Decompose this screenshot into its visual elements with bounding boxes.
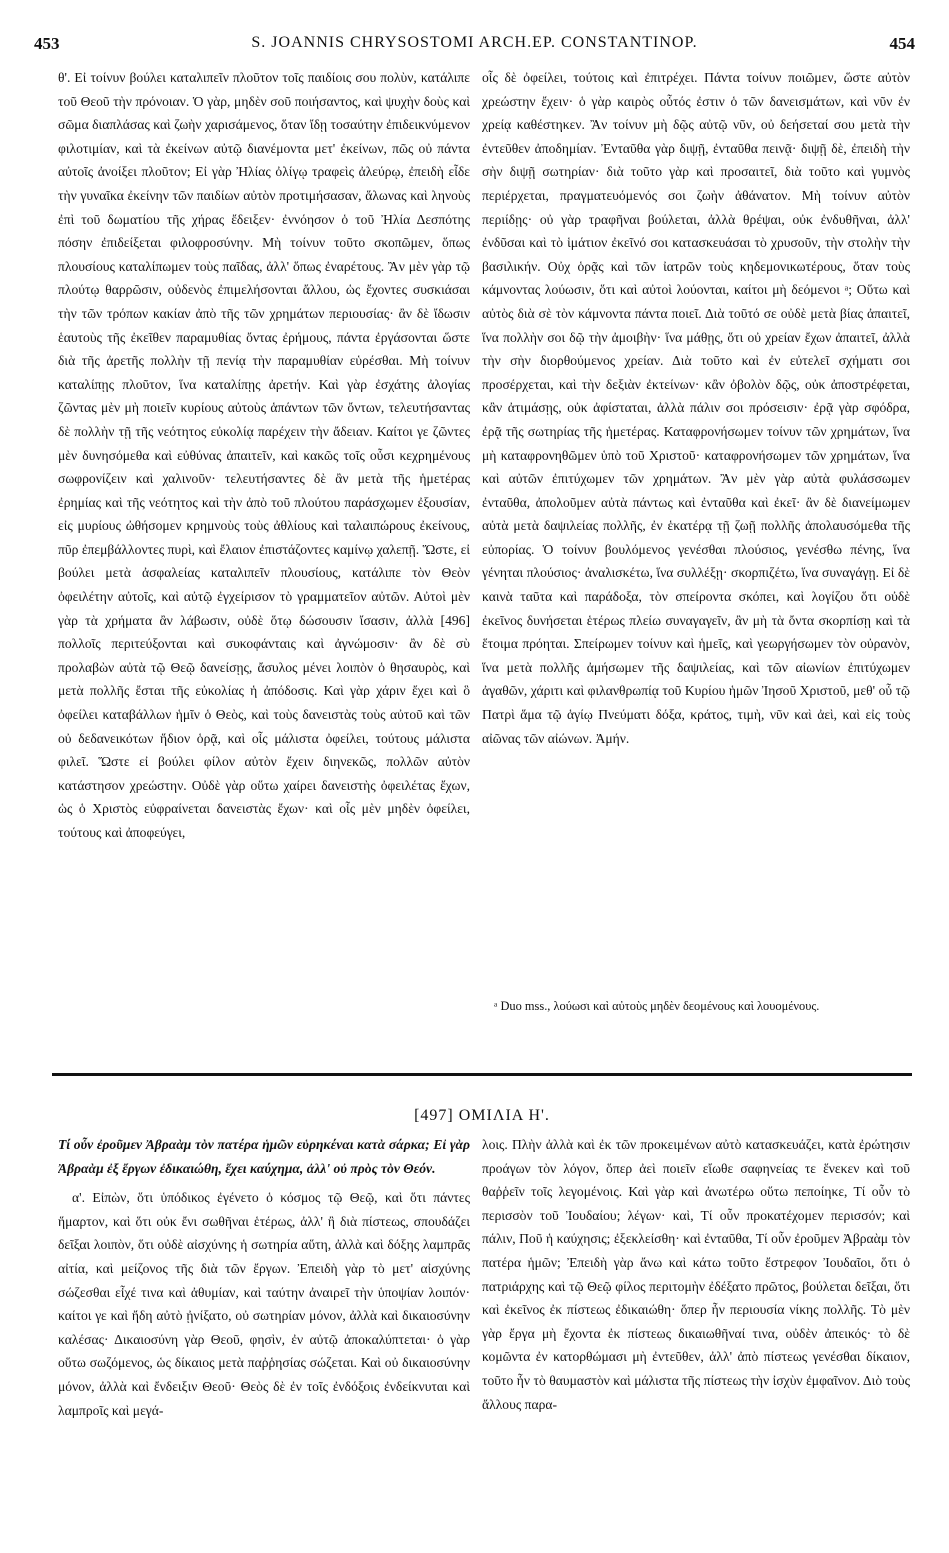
paragraph: α'. Εἰπὼν, ὅτι ὑπόδικος ἐγένετο ὁ κόσμος τῷ Θεῷ, καὶ ὅτι πάντες ἥμαρτον, καὶ ὅτι οὐκ ἔνι σωθῆναι ἑτέρως, ἀλλ' ἢ διὰ πίστεως, σπουδάζει δεῖξαι λοιπὸν, ὅτι οὐδὲ αἰσχύνης ἡ σωτηρία αὕτη, ἀλλὰ καὶ δόξης λαμπρᾶς αἰτία, καὶ μείζονος τῆς διὰ τῶν ἔργων. Ἐπειδὴ γὰρ τὸ μετ' αἰσχύνης σώζεσθαι εἶχέ τινα καὶ ἀθυμίαν, καὶ ταύτην ἀναιρεῖ τὴν ὑποψίαν λοιπόν· καίτοι γε καὶ ἤδη αὐτὸ ᾐνίξατο, οὐ σωτηρίαν μόνον, ἀλλὰ καὶ δικαιοσύνην καλέσας· Δικαιοσύνη γὰρ Θεοῦ, φησὶν, ἐν αὐτῷ ἀποκαλύπτεται· ὁ γὰρ οὕτω σωζόμενος, ὡς δίκαιος μετὰ παῤῥησίας σώζεται. Καὶ οὐ δικαιοσύνην μόνον, ἀλλὰ καὶ ἔνδειξιν Θεοῦ· Θεὸς δὲ ἐν τοῖς ἐνδόξοις ἐνδείκνυται καὶ λαμπροῖς καὶ μεγά- [58,1190,470,1418]
paragraph: λοις. Πλὴν ἀλλὰ καὶ ἐκ τῶν προκειμένων αὐτὸ κατασκευάζει, κατὰ ἐρώτησιν προάγων τὸν λόγον, ὅπερ ἀεὶ ποιεῖν εἴωθε σαφηνείας τε ἕνεκεν καὶ τοῦ θαῤῥεῖν τοῖς λεγομένοις. Καὶ γὰρ καὶ ἀνωτέρω οὕτω πεποίηκε, Τί οὖν τὸ περισσὸν τοῦ Ἰουδαίου; λέγων· καὶ, Τί οὖν προκατέχομεν περισσόν; καὶ πάλιν, Ποῦ ἡ καύχησις; ἐξεκλείσθη· καὶ ἐνταῦθα, Τί οὖν ἐροῦμεν Ἀβραὰμ τὸν πατέρα ἡμῶν; Ἐπειδὴ γὰρ ἄνω καὶ κάτω τοῦτο ἔστρεφον Ἰουδαῖοι, ὅτι ὁ πατριάρχης καὶ τῷ Θεῷ φίλος περιτομὴν ἐδέξατο πρῶτος, βούλεται δεῖξαι, ὅτι καὶ ἐκεῖνος ἐκ πίστεως ἐδικαιώθη· ὅπερ ἦν περιουσία νίκης πολλῆς. Τὸ μὲν γὰρ ἔργα μὴ ἔχοντα ἐκ πίστεως δικαιωθῆναί τινα, οὐδὲν ἀπεικός· τὸ δὲ κομῶντα ἐν κατορθώμασι μὴ ἐντεῦθεν, ἀλλ' ἀπὸ πίστεως γενέσθαι δίκαιον, τοῦτο ἦν τὸ θαυμαστὸν καὶ μάλιστα τῆς πίστεως τὴν ἰσχὺν ἐμφαῖνον. Διὸ τοὺς ἄλλους παρα- [482,1137,910,1412]
right-column-bottom [482,1133,910,1533]
homily-title: [497] ΟΜΙΛΙΑ Η'. [414,1107,550,1124]
paragraph: θ'. Εἰ τοίνυν βούλει καταλιπεῖν πλοῦτον τοῖς παιδίοις σου πολὺν, κατάλιπε τοῦ Θεοῦ τὴν πρόνοιαν. Ὁ γὰρ, μηδὲν σοῦ ποιήσαντος, καὶ ψυχὴν δοὺς καὶ σῶμα διαπλάσας καὶ ζωὴν χαρισάμενος, ὅταν ἴδῃ τοσαύτην ἐπιδεικνύμενον φιλοτιμίαν, καὶ τὰ ἐκείνων αὐτῷ διανέμοντα μετ' ἐκείνων, πῶς οὐ πάντα αὐτοῖς ἀνοίξει πλοῦτον; Εἰ γὰρ Ἠλίας ὀλίγῳ τραφεὶς ἀλεύρῳ, ἐπειδὴ εἶδε τὴν γυναῖκα ἐκείνην τῶν παιδίων αὐτὸν προτιμήσασαν, ἅλωνας καὶ ληνοὺς ἐπὶ τοῦ δωματίου τῆς χήρας ἔδειξεν· ἐννόησον ὁ τοῦ Ἠλία Δεσπότης πόσην ἐπιδείξεται φιλοφροσύνην. Μὴ τοίνυν τοῦτο σκοπῶμεν, ὅπως πλουσίους καταλίπωμεν τοὺς παῖδας, ἀλλ' ὅπως ἐναρέτους. Ἂν μὲν γὰρ τῷ πλούτῳ θαρρῶσιν, οὐδενὸς ἐπιμελήσονται ἄλλου, ὡς ἔχοντες συσκιάσαι τὴν τῶν τρόπων κακίαν ἀπὸ τῆς τῶν χρημάτων περιουσίας· ἂν δὲ ἴδωσιν ἑαυτοὺς τῆς ἐκεῖθεν παραμυθίας ὄντας ἐρήμους, πάντα ἐργάσονται ὥστε διὰ τῆς ἀρετῆς πολλὴν τῇ πενίᾳ τὴν παραμυθίαν εὑρέσθαι. Μὴ τοίνυν καταλίπῃς πλοῦτον, ἵνα καταλίπῃς ἀρετήν. Καὶ γὰρ ἐσχάτης ἀλογίας ζῶντας μὲν μὴ ποιεῖν κυρίους αὐτοὺς ἁπάντων τῶν ὄντων, τελευτήσαντας δὲ πολλὴν τῇ τῆς νεότητος εὐκολίᾳ παρέχειν τὴν ἄδειαν. Καίτοι γε ζῶντες μὲν δυνησόμεθα καὶ εὐθύνας ἀπαιτεῖν, καὶ κακῶς τοῖς οὖσι κεχρημένους σωφρονίζειν καὶ χαλινοῦν· τελευτήσαντες δὲ ἂν μετὰ τῆς ἡμετέρας ἐρημίας καὶ τῆς νεότητος καὶ τὴν ἀπὸ τοῦ πλούτου παράσχωμεν ἐξουσίαν, εἰς μυρίους ὠθήσομεν κρημνοὺς τοὺς ἀθλίους καὶ ταλαιπώρους ἐκείνους, πῦρ ἐπεμβάλλοντες πυρὶ, καὶ ἔλαιον ἐπιστάζοντες καμίνῳ χαλεπῇ. Ὥστε, εἰ βούλει μετὰ ἀσφαλείας καταλιπεῖν πλουσίους, κατάλιπε τὸν Θεὸν ὀφειλέτην αὐτοῖς, καὶ αὐτῷ ἐγχείρισον τὸ γραμματεῖον αὐτῶν. Αὐτοὶ μὲν γὰρ τὰ χρήματα ἂν λάβωσιν, οὐδὲ ὅτῳ δώσουσιν ἴσασιν, ἀλλὰ [496] πολλοῖς περιτεύξονται καὶ συκοφάνταις καὶ ἀγνώμοσιν· ἂν δὲ σὺ προλαβὼν αὐτὰ τῷ Θεῷ δανείσῃς, ἄσυλος μένει λοιπὸν ὁ θησαυρὸς, καὶ μετὰ πολλῆς ἔσται τῆς εὐκολίας ἡ ἀπόδοσις. Καὶ γὰρ χάριν ἔχει καὶ ὃ ὀφείλει καταβάλλων ἡμῖν ὁ Θεὸς, καὶ τοὺς δανειστὰς τοὺς αὐτοῦ καὶ τῶν οὐ δεδανεικότων ἥδιον ὁρᾷ, καὶ οἷς μάλιστα ὀφείλει, τούτους μάλιστα φιλεῖ. Ὥστε εἰ βούλει φίλον αὐτὸν ἔχειν διηνεκῶς, πολλῶν αὐτὸν κατάστησον χρεώστην. Οὐδὲ γὰρ οὕτω χαίρει δανειστὴς ὀφειλέτας ἔχων, ὡς ὁ Χριστὸς εὐφραίνεται δανειστὰς ἔχων· καὶ οἷς μὲν μηδὲν ὀφείλει, τούτους καὶ ἀποφεύγει, [58,70,470,840]
right-column-top [482,66,910,1060]
footnote-text: ᵃ Duo mss., λούωσι καὶ αὐτοὺς μηδὲν δεομένους καὶ λουομένους. [494,999,820,1013]
page-header [34,34,915,60]
page-number-left: 453 [34,34,60,53]
left-column-top [58,66,470,1060]
section-divider [52,1073,912,1076]
scripture-lemma: Τί οὖν ἐροῦμεν Ἀβραὰμ τὸν πατέρα ἡμῶν εὑρηκέναι κατὰ σάρκα; Εἰ γὰρ Ἀβραὰμ ἐξ ἔργων ἐδικαιώθη, ἔχει καύχημα, ἀλλ' οὐ πρὸς τὸν Θεόν. [58,1137,470,1176]
left-column-bottom [58,1133,470,1533]
running-title: S. JOANNIS CHRYSOSTOMI ARCH.EP. CONSTANTINOP. [251,34,698,51]
paragraph: οἷς δὲ ὀφείλει, τούτοις καὶ ἐπιτρέχει. Πάντα τοίνυν ποιῶμεν, ὥστε αὐτὸν χρεώστην ἔχειν· ὁ γὰρ καιρὸς οὗτός ἐστιν ὁ τῶν δανεισμάτων, καὶ νῦν ἐν χρείᾳ καθέστηκεν. Ἂν τοίνυν μὴ δῷς αὐτῷ νῦν, οὐ δεήσεταί σου μετὰ τὴν ἐντεῦθεν ἀποδημίαν. Ἐνταῦθα γὰρ διψῇ, ἐνταῦθα πεινᾷ· διψῇ δὲ, ἐπειδὴ τὴν σὴν διψῇ σωτηρίαν· διὰ τοῦτο γὰρ καὶ προσαιτεῖ, διὰ τοῦτο καὶ γυμνὸς περιέρχεται, πραγματευόμενός σοι ζωὴν ἀθάνατον. Μὴ τοίνυν αὐτὸν περιίδῃς· οὐ γὰρ τραφῆναι βούλεται, ἀλλὰ θρέψαι, οὐκ ἐνδυθῆναι, ἀλλ' ἐνδῦσαι καὶ τὸ ἱμάτιον ἐκεῖνό σοι κατασκευάσαι τὸ χρυσοῦν, τὴν στολὴν τὴν βασιλικήν. Οὐχ ὁρᾷς καὶ τῶν ἰατρῶν τοὺς κηδεμονικωτέρους, ὅταν τοὺς κάμνοντας λούωσιν, ὅτι καὶ αὐτοὶ λούονται, καίτοι μὴ δεόμενοι ᵃ; Οὕτω καὶ αὐτὸς διὰ σὲ τὸν κάμνοντα πάντα ποιεῖ. Διὰ τοῦτό σε οὐδὲ μετὰ βίας ἀπαιτεῖ, ἵνα πολλὴν σοι δῷ τὴν ἀμοιβὴν· ἵνα μάθῃς, ὅτι οὐ χρείαν ἔχων ἀπαιτεῖ, ἀλλὰ τὴν σὴν διορθούμενος χρείαν. Διὰ τοῦτο καὶ ἐν εὐτελεῖ σχήματι σοι προσέρχεται, καὶ τὴν δεξιὰν ἐκτείνων· κἂν ὀβολὸν δῷς, οὐκ ἀποστρέφεται, κἂν ἀτιμάσῃς, οὐκ ἀφίσταται, ἀλλὰ πάλιν σοι πρόσεισιν· ἐρᾷ γὰρ σφόδρα, ἐρᾷ τῆς σωτηρίας τῆς ἡμετέρας. Καταφρονήσωμεν τοίνυν τῶν χρημάτων, ἵνα μὴ καταφρονηθῶμεν ὑπὸ τοῦ Χριστοῦ· καταφρονήσωμεν τῶν χρημάτων, ἵνα καὶ αὐτῶν ἐπιτύχωμεν τῶν χρημάτων. Ἂν μὲν γὰρ αὐτὰ φυλάσσωμεν ἐνταῦθα, ἀπολοῦμεν αὐτὰ πάντως καὶ ἐνταῦθα καὶ ἐκεῖ· ἂν δὲ διανείμωμεν αὐτὰ μετὰ δαψιλείας πολλῆς, ἐν ἑκατέρᾳ τῇ ζωῇ πολλῆς ἀπολαυσόμεθα τῆς εὐπορίας. Ὁ τοίνυν βουλόμενος γενέσθαι πλούσιος, γενέσθω πένης, ἵνα γένηται πλούσιος· ἀναλισκέτω, ἵνα συλλέξῃ· σκορπιζέτω, ἵνα συναγάγῃ. Εἰ δὲ καινὰ ταῦτα καὶ παράδοξα, τὸν σπείροντα σκόπει, καὶ λογίζου ὅτι οὐδὲ ἐκεῖνος δυνήσεται ἑτέρως πλείω συναγαγεῖν, ἂν μὴ τὰ ὄντα σκορπίσῃ καὶ τὰ ἕτοιμα πρόηται. Σπείρωμεν τοίνυν καὶ ἡμεῖς, καὶ γεωργήσωμεν τὸν οὐρανὸν, ἵνα μετὰ πολλῆς ἀμήσωμεν τῆς δαψιλείας, καὶ τῶν αἰωνίων ἐπιτύχωμεν ἀγαθῶν, χάριτι καὶ φιλανθρωπίᾳ τοῦ Κυρίου ἡμῶν Ἰησοῦ Χριστοῦ, μεθ' οὗ τῷ Πατρὶ ἅμα τῷ ἁγίῳ Πνεύματι δόξα, κράτος, τιμὴ, νῦν καὶ ἀεὶ, καὶ εἰς τοὺς αἰῶνας τῶν αἰώνων. Ἀμήν. [482,70,910,746]
footnote [482,996,910,1017]
page-number-right: 454 [889,34,915,53]
